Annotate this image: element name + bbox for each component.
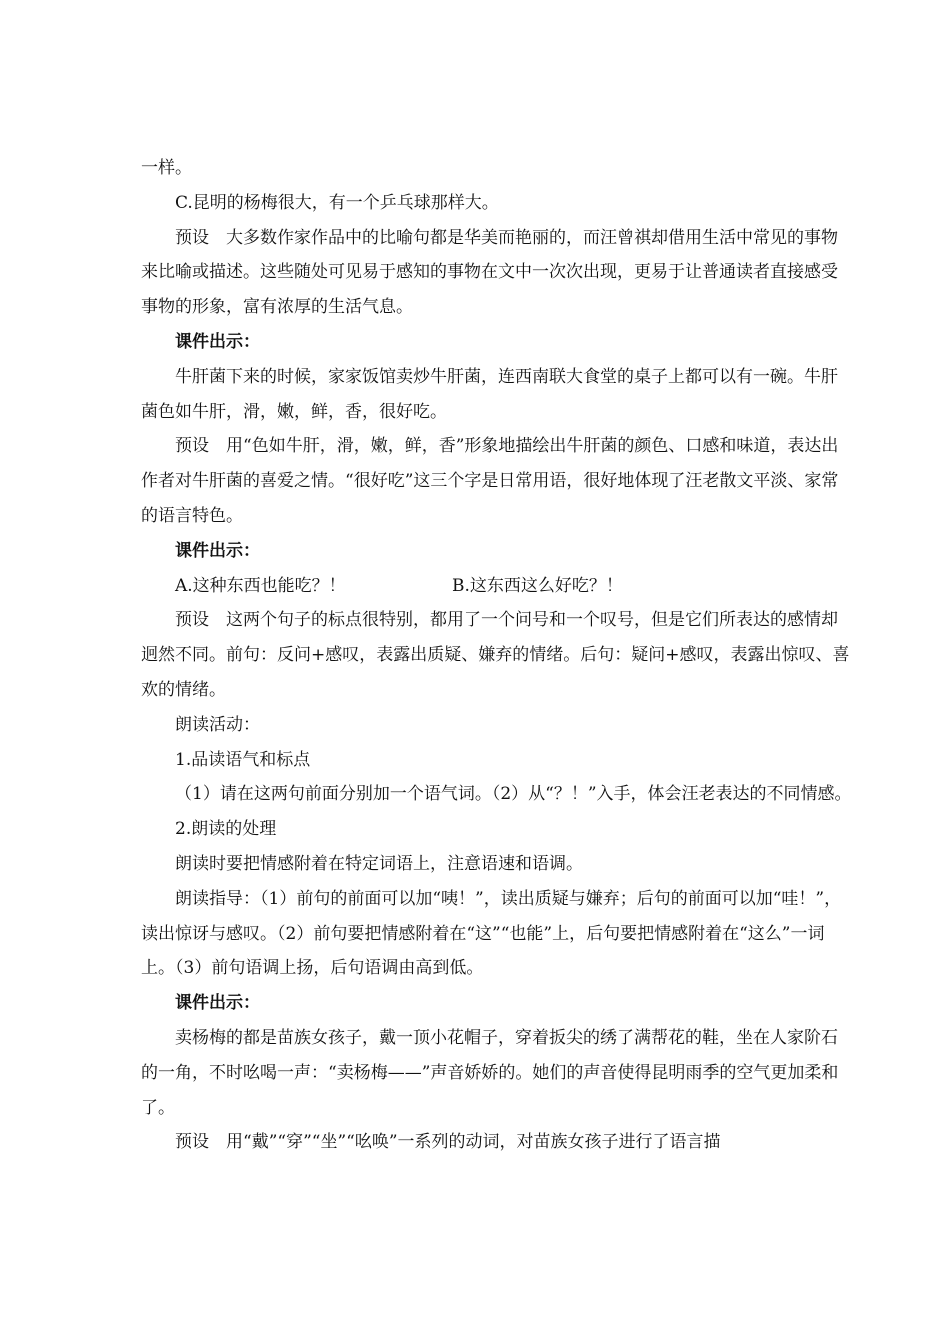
reading-activity-title: 朗读活动： — [175, 714, 260, 735]
preset-analysis-1: 预设 大多数作家作品中的比喻句都是华美而艳丽的，而汪曾祺却借用生活中常见的事物来比喻或描述。这些随处可见易于感知的事物在文中一次次出现，更易于让普通读者直接感受事物的形象，富有浓厚的生活气息。 — [141, 227, 838, 318]
courseware-heading-1: 课件出示： — [175, 331, 260, 352]
reading-step-2-detail: 朗读时要把情感附着在特定词语上，注意语速和语调。 — [175, 853, 583, 874]
preset-analysis-4: 预设 用“戴”“穿”“坐”“吆唤”一系列的动词，对苗族女孩子进行了语言描 — [175, 1132, 721, 1153]
reading-guidance: 朗读指导：（1）前句的前面可以加“咦！”，读出质疑与嫌弃；后句的前面可以加“哇！”，读出惊讶与感叹。（2）前句要把情感附着在“这”“也能”上，后句要把情感附着在“这么”一词上。（3）前句语调上扬，后句语调由高到低。 — [141, 888, 842, 979]
courseware-heading-2: 课件出示： — [175, 540, 260, 561]
quote-yangmei: 卖杨梅的都是苗族女孩子，戴一顶小花帽子，穿着扳尖的绣了满帮花的鞋，坐在人家阶石的一角，不时吆喝一声：“卖杨梅——”声音娇娇的。她们的声音使得昆明雨季的空气更加柔和了。 — [141, 1027, 839, 1118]
paragraph-continuation: 一样。 — [141, 158, 192, 178]
option-a: A.这种东西也能吃？！ — [175, 575, 346, 596]
sentence-options — [141, 569, 853, 604]
reading-step-1: 1.品读语气和标点 — [175, 749, 311, 770]
quote-niuganjun: 牛肝菌下来的时候，家家饭馆卖炒牛肝菌，连西南联大食堂的桌子上都可以有一碗。牛肝菌色如牛肝，滑，嫩，鲜，香，很好吃。 — [141, 366, 838, 422]
reading-step-1-detail: （1）请在这两句前面分别加一个语气词。（2）从“？！”入手，体会汪老表达的不同情感。 — [175, 784, 852, 805]
preset-analysis-2: 预设 用“色如牛肝，滑，嫩，鲜，香”形象地描绘出牛肝菌的颜色、口感和味道，表达出作者对牛肝菌的喜爱之情。“很好吃”这三个字是日常用语，很好地体现了汪老散文平淡、家常的语言特色。 — [141, 436, 839, 526]
example-sentence-c: C.昆明的杨梅很大，有一个乒乓球那样大。 — [175, 192, 499, 213]
courseware-heading-3: 课件出示： — [175, 993, 260, 1014]
preset-analysis-3: 预设 这两个句子的标点很特别，都用了一个问号和一个叹号，但是它们所表达的感情却迥然不同。前句：反问+感叹，表露出质疑、嫌弃的情绪。后句：疑问+感叹，表露出惊叹、喜欢的情绪。 — [141, 610, 850, 700]
document-body — [141, 151, 853, 1160]
reading-step-2: 2.朗读的处理 — [175, 819, 277, 840]
option-b: B.这东西这么好吃？！ — [452, 575, 623, 596]
